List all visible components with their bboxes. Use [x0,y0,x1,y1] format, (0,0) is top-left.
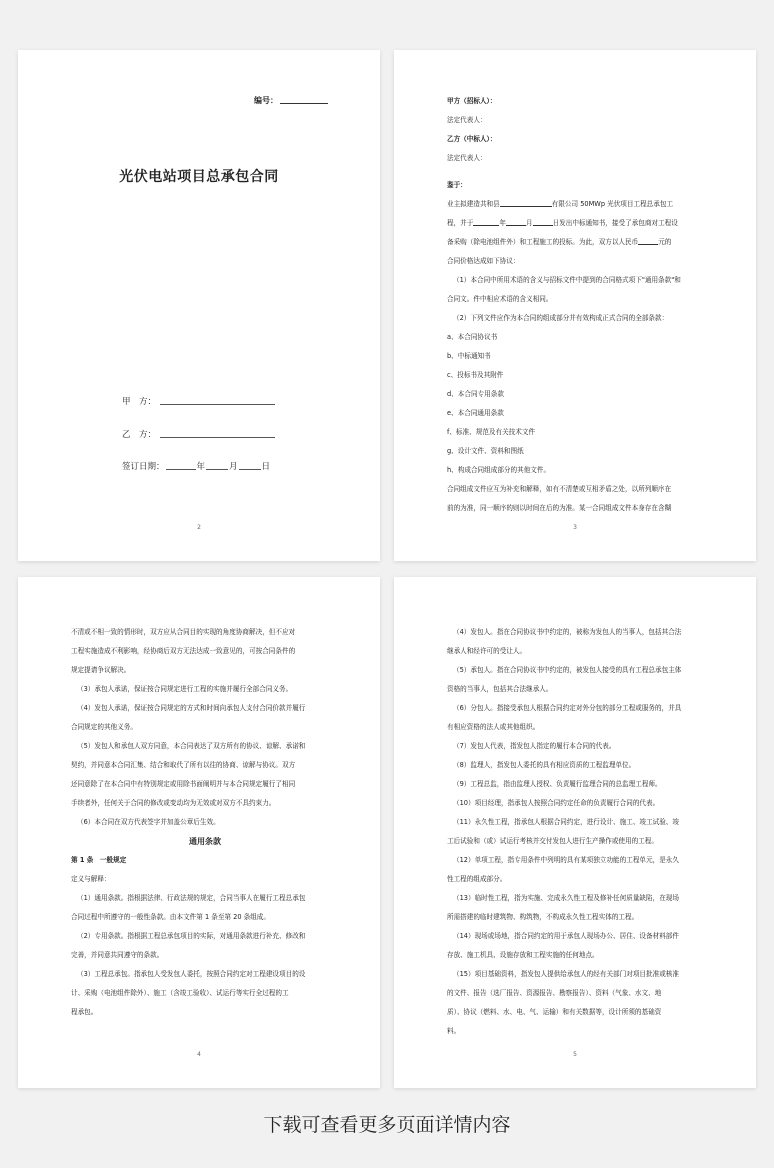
list-item: h、构成合同组成部分的其他文件。 [447,466,551,474]
text-span: 有限公司 50MWp 光伏项目工程总承包工 [551,200,674,208]
article-heading: 第 1 条 一般规定 [71,856,127,864]
list-item: d、本合同专用条款 [447,390,504,398]
page-3-body [447,92,715,518]
list-item: e、本合同通用条款 [447,409,504,417]
text-span: 年 [499,219,506,227]
paragraph-line: （4）发包人。指在合同协议书中约定的，被称为发包人的当事人，包括其合法 [453,628,682,636]
paragraph-line: （10）项目经理，指承包人按照合同约定任命的负责履行合同的代表。 [453,799,660,807]
paragraph-line: 前的为准，同一顺序的则以时间在后的为准。某一合同组成文件本身存在含糊 [447,504,672,512]
party-b-rep: 法定代表人： [447,154,487,162]
text-span: 日发出中标通知书，接受了承包商对工程设 [552,219,678,227]
paragraph-line: 不清或不相一致的情形时，双方应从合同目的实现的角度协商解决，但不应对 [71,628,296,636]
paragraph-line: （2）下列文件应作为本合同的组成部分并有效构成正式合同的全部条款： [453,314,669,322]
blank-line [533,218,553,226]
paragraph-line: （6）分包人。指接受承包人根据合同约定对外分包的部分工程或服务的，并具 [453,704,682,712]
text-span: 业主拟建造共和县 [447,200,500,208]
paragraph-line [447,214,715,233]
paragraph-line: 计、采购（电池组件除外）、施工（含竣工验收）、试运行等实行全过程的工 [71,989,289,997]
paragraph-line: 还同意除了在本合同中有特别规定或用除书面阐明并与本合同规定履行了相同 [71,780,296,788]
paragraph-line: 存放、施工机具、设施存放和工程实施的任何地点。 [447,951,599,959]
document-page-4 [18,577,380,1088]
paragraph-line [447,195,715,214]
party-a-field [122,395,275,407]
page-number: 5 [573,1051,577,1058]
section-title: 通用条款 [189,837,221,846]
day-line [239,461,261,470]
month-line [206,461,228,470]
paragraph-line: 合同过程中所遵守的一般性条款。由本文件第 1 条至第 20 条组成。 [71,913,270,921]
page-number: 4 [197,1051,201,1058]
paragraph-line: （2）专用条款。指根据工程总承包项目的实际，对通用条款进行补充、修改和 [77,932,306,940]
text-span: 程，并于 [447,219,474,227]
blank-line [473,218,499,226]
paragraph-line: （6）本合同在双方代表签字并加盖公章后生效。 [77,818,220,826]
paragraph-line: 规定提请争议解决。 [71,666,131,674]
document-page-2 [18,50,380,561]
year-label: 年 [196,462,206,472]
paragraph-line: 性工程的组成部分。 [447,875,507,883]
party-b-label: 乙 方： [122,430,157,440]
contract-number-field [254,95,328,106]
list-item: g、设计文件、资料和图纸 [447,447,524,455]
document-page-3 [394,50,756,561]
paragraph-line: （5）发包人和承包人双方同意，本合同表达了双方所有的协议、谅解、承诺和 [77,742,306,750]
day-label: 日 [261,462,271,472]
text-span: 备采购（除电池组件外）和工程施工的投标。为此，双方以人民币 [447,238,639,246]
blank-line [500,199,552,207]
list-item: b、中标通知书 [447,352,491,360]
paragraph-line: 完善，并同意共同遵守的条款。 [71,951,164,959]
paragraph-line: 定义与解释： [71,875,111,883]
blank-line [506,218,526,226]
contract-number-label: 编号： [254,96,278,105]
paragraph-line: 手续者外，任何关于合同的修改或变动均为无效或对双方不具约束力。 [71,799,276,807]
paragraph-line: （9）工程总监，指由监理人授权、负责履行监理合同的总监理工程师。 [453,780,662,788]
paragraph-line: 程承包。 [71,1008,98,1016]
paragraph-line: 的文件、报告（选厂报告、资源报告、勘察报告）、资料（气象、水文、地 [447,989,662,997]
sign-date-label: 签订日期： [122,462,165,472]
page-number: 3 [573,524,577,531]
paragraph-line: （3）工程总承包。指承包人受发包人委托，按照合同约定对工程建设项目的设 [77,970,306,978]
page-4-body [71,623,339,1022]
paragraph-line: 质）、协议（燃料、水、电、气、运输）和有关数据等，设计所须的基础资 [447,1008,662,1016]
list-item: a、本合同协议书 [447,333,498,341]
whereas-heading: 鉴于： [447,181,467,189]
paragraph-line [447,233,715,252]
paragraph-line: （11）永久性工程，指承包人根据合同约定，进行设计、施工、竣工试验、竣 [453,818,679,826]
blank-line [638,237,658,245]
list-item: c、投标书及其附件 [447,371,504,379]
paragraph-line: 所需搭建的临时建筑物、构筑物，不构成永久性工程实体的工程。 [447,913,639,921]
party-b-field [122,428,275,440]
download-more-link[interactable]: 下载可查看更多页面详情内容 [263,1114,511,1136]
party-a-label: 甲 方： [122,397,157,407]
paragraph-line: （8）监理人，指发包人委托的具有相应资质的工程监理单位。 [453,761,636,769]
paragraph-line: （13）临时性工程，指为实施、完成永久性工程及修补任何质量缺陷，在现场 [453,894,679,902]
paragraph-line: （1）通用条款。指根据法律、行政法规的规定，合同当事人在履行工程总承包 [77,894,306,902]
paragraph-line: （3）承包人承诺，保证按合同规定进行工程的实施并履行全部合同义务。 [77,685,293,693]
contract-number-line [280,95,328,104]
list-item: f、标准、规范及有关技术文件 [447,428,536,436]
month-label: 月 [229,462,238,472]
paragraph-line: 料。 [447,1027,461,1035]
party-a-rep: 法定代表人： [447,116,487,124]
party-a-line [160,396,275,405]
paragraph-line: （1）本合同中所用术语的含义与招标文件中提到的合同格式项下"通用条款"和 [453,276,681,284]
paragraph-line: （14）现场或场地，指合同约定的用于承包人现场办公、居住、设备材料部件 [453,932,679,940]
paragraph-line: 合同价格达成如下协议： [447,257,520,265]
paragraph-line: （12）单项工程，指专用条件中列明的具有某项独立功能的工程单元，是永久 [453,856,679,864]
paragraph-line: （15）项目基础资料，指发包人提供给承包人的经有关部门对项目批准或核准 [453,970,679,978]
party-a-title: 甲方（招标人）： [447,97,497,105]
paragraph-line: 继承人和经许可的受让人。 [447,647,527,655]
party-b-title: 乙方（中标人）： [447,135,497,143]
paragraph-line: 契约，并同意本合同汇集、结合和取代了所有以往的协商、谅解与协议。双方 [71,761,296,769]
paragraph-line: （5）承包人。指在合同协议书中约定的，被发包人接受的具有工程总承包主体 [453,666,682,674]
sign-date-field [122,460,270,472]
paragraph-line: 有相应资格的法人或其他组织。 [447,723,540,731]
document-page-5 [394,577,756,1088]
contract-title: 光伏电站项目总承包合同 [119,169,279,185]
page-number: 2 [197,524,201,531]
paragraph-line: 资格的当事人，包括其合法继承人。 [447,685,553,693]
text-span: 元的 [658,238,672,246]
paragraph-line: 合同规定的其他义务。 [71,723,137,731]
page-5-body [447,623,715,1041]
paragraph-line: 工程实施造成不利影响，经协商后双方无法达成一致意见的，可按合同条件的 [71,647,296,655]
party-b-line [160,429,275,438]
paragraph-line: （7）发包人代表，指发包人指定的履行本合同的代表。 [453,742,616,750]
paragraph-line: 工后试验和（或）试运行考核并交付发包人进行生产操作或使用的工程。 [447,837,658,845]
year-line [166,461,196,470]
paragraph-line: 合同组成文件应互为补充和解释，如有不清楚或互相矛盾之处，以所列顺序在 [447,485,672,493]
paragraph-line: 合同文。件中相应术语的含义相同。 [447,295,553,303]
text-span: 月 [525,219,533,227]
paragraph-line: （4）发包人承诺，保证按合同规定的方式和时间向承包人支付合同价款并履行 [77,704,306,712]
